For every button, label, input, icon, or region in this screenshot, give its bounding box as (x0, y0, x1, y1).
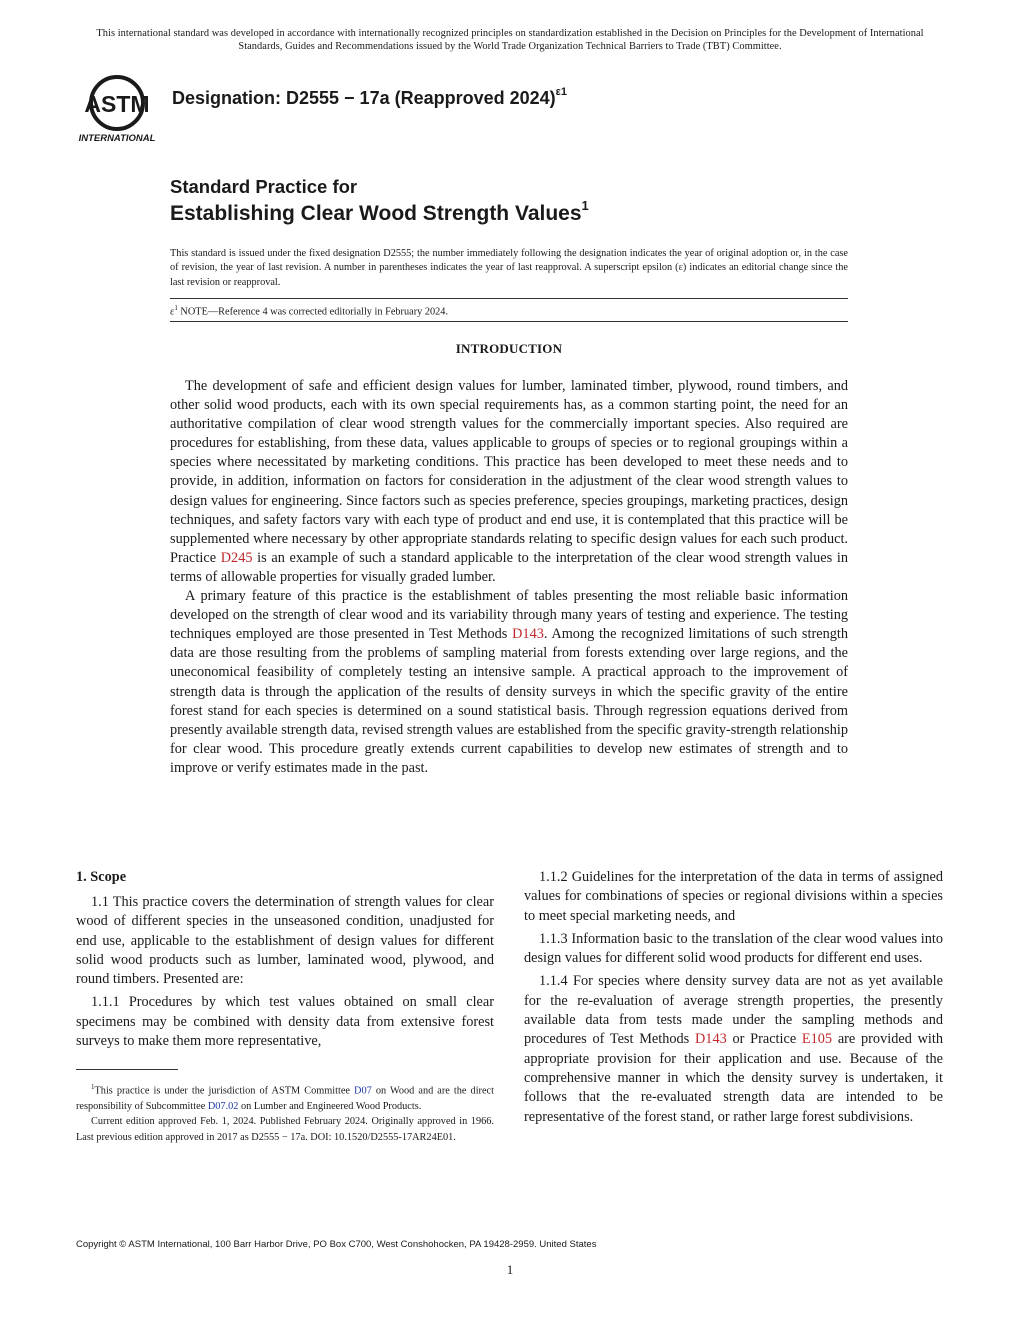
logo-letters: ASTM (84, 91, 150, 117)
footnote (76, 1080, 494, 1145)
section-1-1-4: 1.1.4 For species where density survey data are not as yet available for the re-evaluation of average strength properties, the presently available data from tests made under the sampling methods and procedures of Test Methods D143 or Practice E105 are provided with appropriate provision for their application and use. Because of the comprehensive manner in which the density survey is undertaken, it follows that the re-evaluated strength data are intended to be representative of the forest stand, or rather large forest subdivisions. (524, 973, 943, 1125)
footnote-divider (76, 1069, 178, 1070)
designation-epsilon: ε1 (555, 86, 567, 98)
link-d143[interactable]: D143 (694, 1031, 727, 1048)
designation-text: Designation: D2555 − 17a (Reapproved 2024) (172, 88, 556, 108)
title-line-2 (170, 200, 589, 226)
astm-logo (74, 74, 160, 146)
section-1-1-3: 1.1.3 Information basic to the translation of the clear wood values into design values for different solid wood products for different end uses. (524, 930, 943, 967)
page-number: 1 (506, 1262, 514, 1277)
left-column (76, 893, 494, 1055)
introduction-paragraph: The development of safe and efficient design values for lumber, laminated timber, plywood, round timbers, and other solid wood products, each with its own special requirements has, as a common starting point, the need for an authoritative compilation of clear wood strength values for the commercially important species. Also required are procedures for establishing, from these data, values applicable to groups of species or to regional groupings within a species where necessitated by marketing conditions. This practice has been developed to meet these needs and to provide, in addition, information on factors for consideration in the adjustment of the clear wood strength values to design values for engineering. Since factors such as species preference, species groupings, marketing practices, design techniques, and safety factors vary with each type of product and end use, it is contemplated that this practice will be supplemented where necessary by other appropriate standards relating to specific design values for each such product. Practice D245 is an example of such a standard applicable to the interpretation of the clear wood strength values in terms of allowable properties for visually graded lumber. (170, 378, 848, 585)
note-epsilon-sup: 1 (174, 304, 178, 312)
title-line-1: Standard Practice for (170, 176, 358, 197)
link-d07[interactable]: D07 (354, 1085, 372, 1097)
right-column (524, 868, 943, 1131)
scope-heading: 1. Scope (76, 869, 127, 885)
section-1-1-2: 1.1.2 Guidelines for the interpretation of the data in terms of assigned values for combinations of species or regional divisions within a species to meet special marketing needs, and (524, 869, 943, 924)
issue-statement: This standard is issued under the fixed designation D2555; the number immediately following the designation indicates the year of original adoption or, in the case of revision, the year of last revision. A number in parentheses indicates the year of last reapproval. A superscript epsilon (ε) indicates an editorial change since the last revision or reapproval. (170, 248, 848, 288)
footnote-1: $^1$This practice is under the jurisdiction of ASTM Committee D07 on Wood and are the direct responsibility of Subcommittee D07.02 on Lumber and Engineered Wood Products. (76, 1083, 494, 1112)
title-footnote-mark: 1 (581, 198, 589, 213)
footnote-edition: Current edition approved Feb. 1, 2024. Published February 2024. Originally approved in 1966. Last previous edition approved in 2017 as D2555 − 17a. DOI: 10.1520/D2555-17AR24E01. (76, 1116, 494, 1143)
introduction-heading: INTRODUCTION (455, 341, 563, 356)
link-d245[interactable]: D245 (220, 549, 253, 566)
wto-notice: This international standard was developed in accordance with internationally recognized principles on standardization established in the Decision on Principles for the Development of International Standards, Guides and Recommendations issued by the World Trade Organization Technical Barriers to Trade (TBT) Committee. (96, 28, 924, 52)
designation (172, 88, 567, 109)
link-d143[interactable]: D143 (512, 626, 544, 643)
section-1-1: 1.1 This practice covers the determination of strength values for clear wood of different species in the unseasoned condition, unadjusted for end use, applicable to the establishment of design values for different solid wood products such as lumber, laminated wood, plywood, and round timbers. Presented are: (76, 894, 494, 988)
note-epsilon: ε (170, 306, 175, 318)
introduction-paragraph: A primary feature of this practice is the establishment of tables presenting the most reliable basic information developed on the strength of clear wood and its variability through many years of testing and experience. The testing techniques employed are those presented in Test Methods D143. Among the recognized limitations of such strength data are those resulting from the problems of sampling material from forests extending over large regions, and the uneconomical feasibility of completely testing an intensive sample. A practical approach to the improvement of strength data is through the application of the results of density surveys in which the specific gravity of the entire forest stand for each species is determined on a sound statistical basis. Through regression equations derived from presently available strength data, revised strength values are established from the specific gravity-strength relationship for clear wood. This procedure greatly extends current capabilities to develop new estimates of strength and to improve or verify estimates made in the past. (170, 588, 848, 776)
link-d07-02[interactable]: D07.02 (207, 1100, 239, 1112)
divider (170, 298, 848, 299)
introduction-body (170, 377, 848, 778)
divider (170, 321, 848, 322)
editorial-note (170, 304, 448, 317)
astm-logo-icon (74, 74, 160, 146)
title-text: Establishing Clear Wood Strength Values (170, 202, 582, 225)
logo-label: INTERNATIONAL (78, 133, 156, 144)
section-1-1-1: 1.1.1 Procedures by which test values obtained on small clear specimens may be combined with density data from extensive forest surveys to make them more representative, (76, 994, 494, 1050)
copyright: Copyright © ASTM International, 100 Barr Harbor Drive, PO Box C700, West Conshohocken, PA 19428-2959. United States (76, 1239, 597, 1250)
link-e105[interactable]: E105 (801, 1031, 833, 1048)
note-text: NOTE—Reference 4 was corrected editorially in February 2024. (177, 306, 449, 318)
